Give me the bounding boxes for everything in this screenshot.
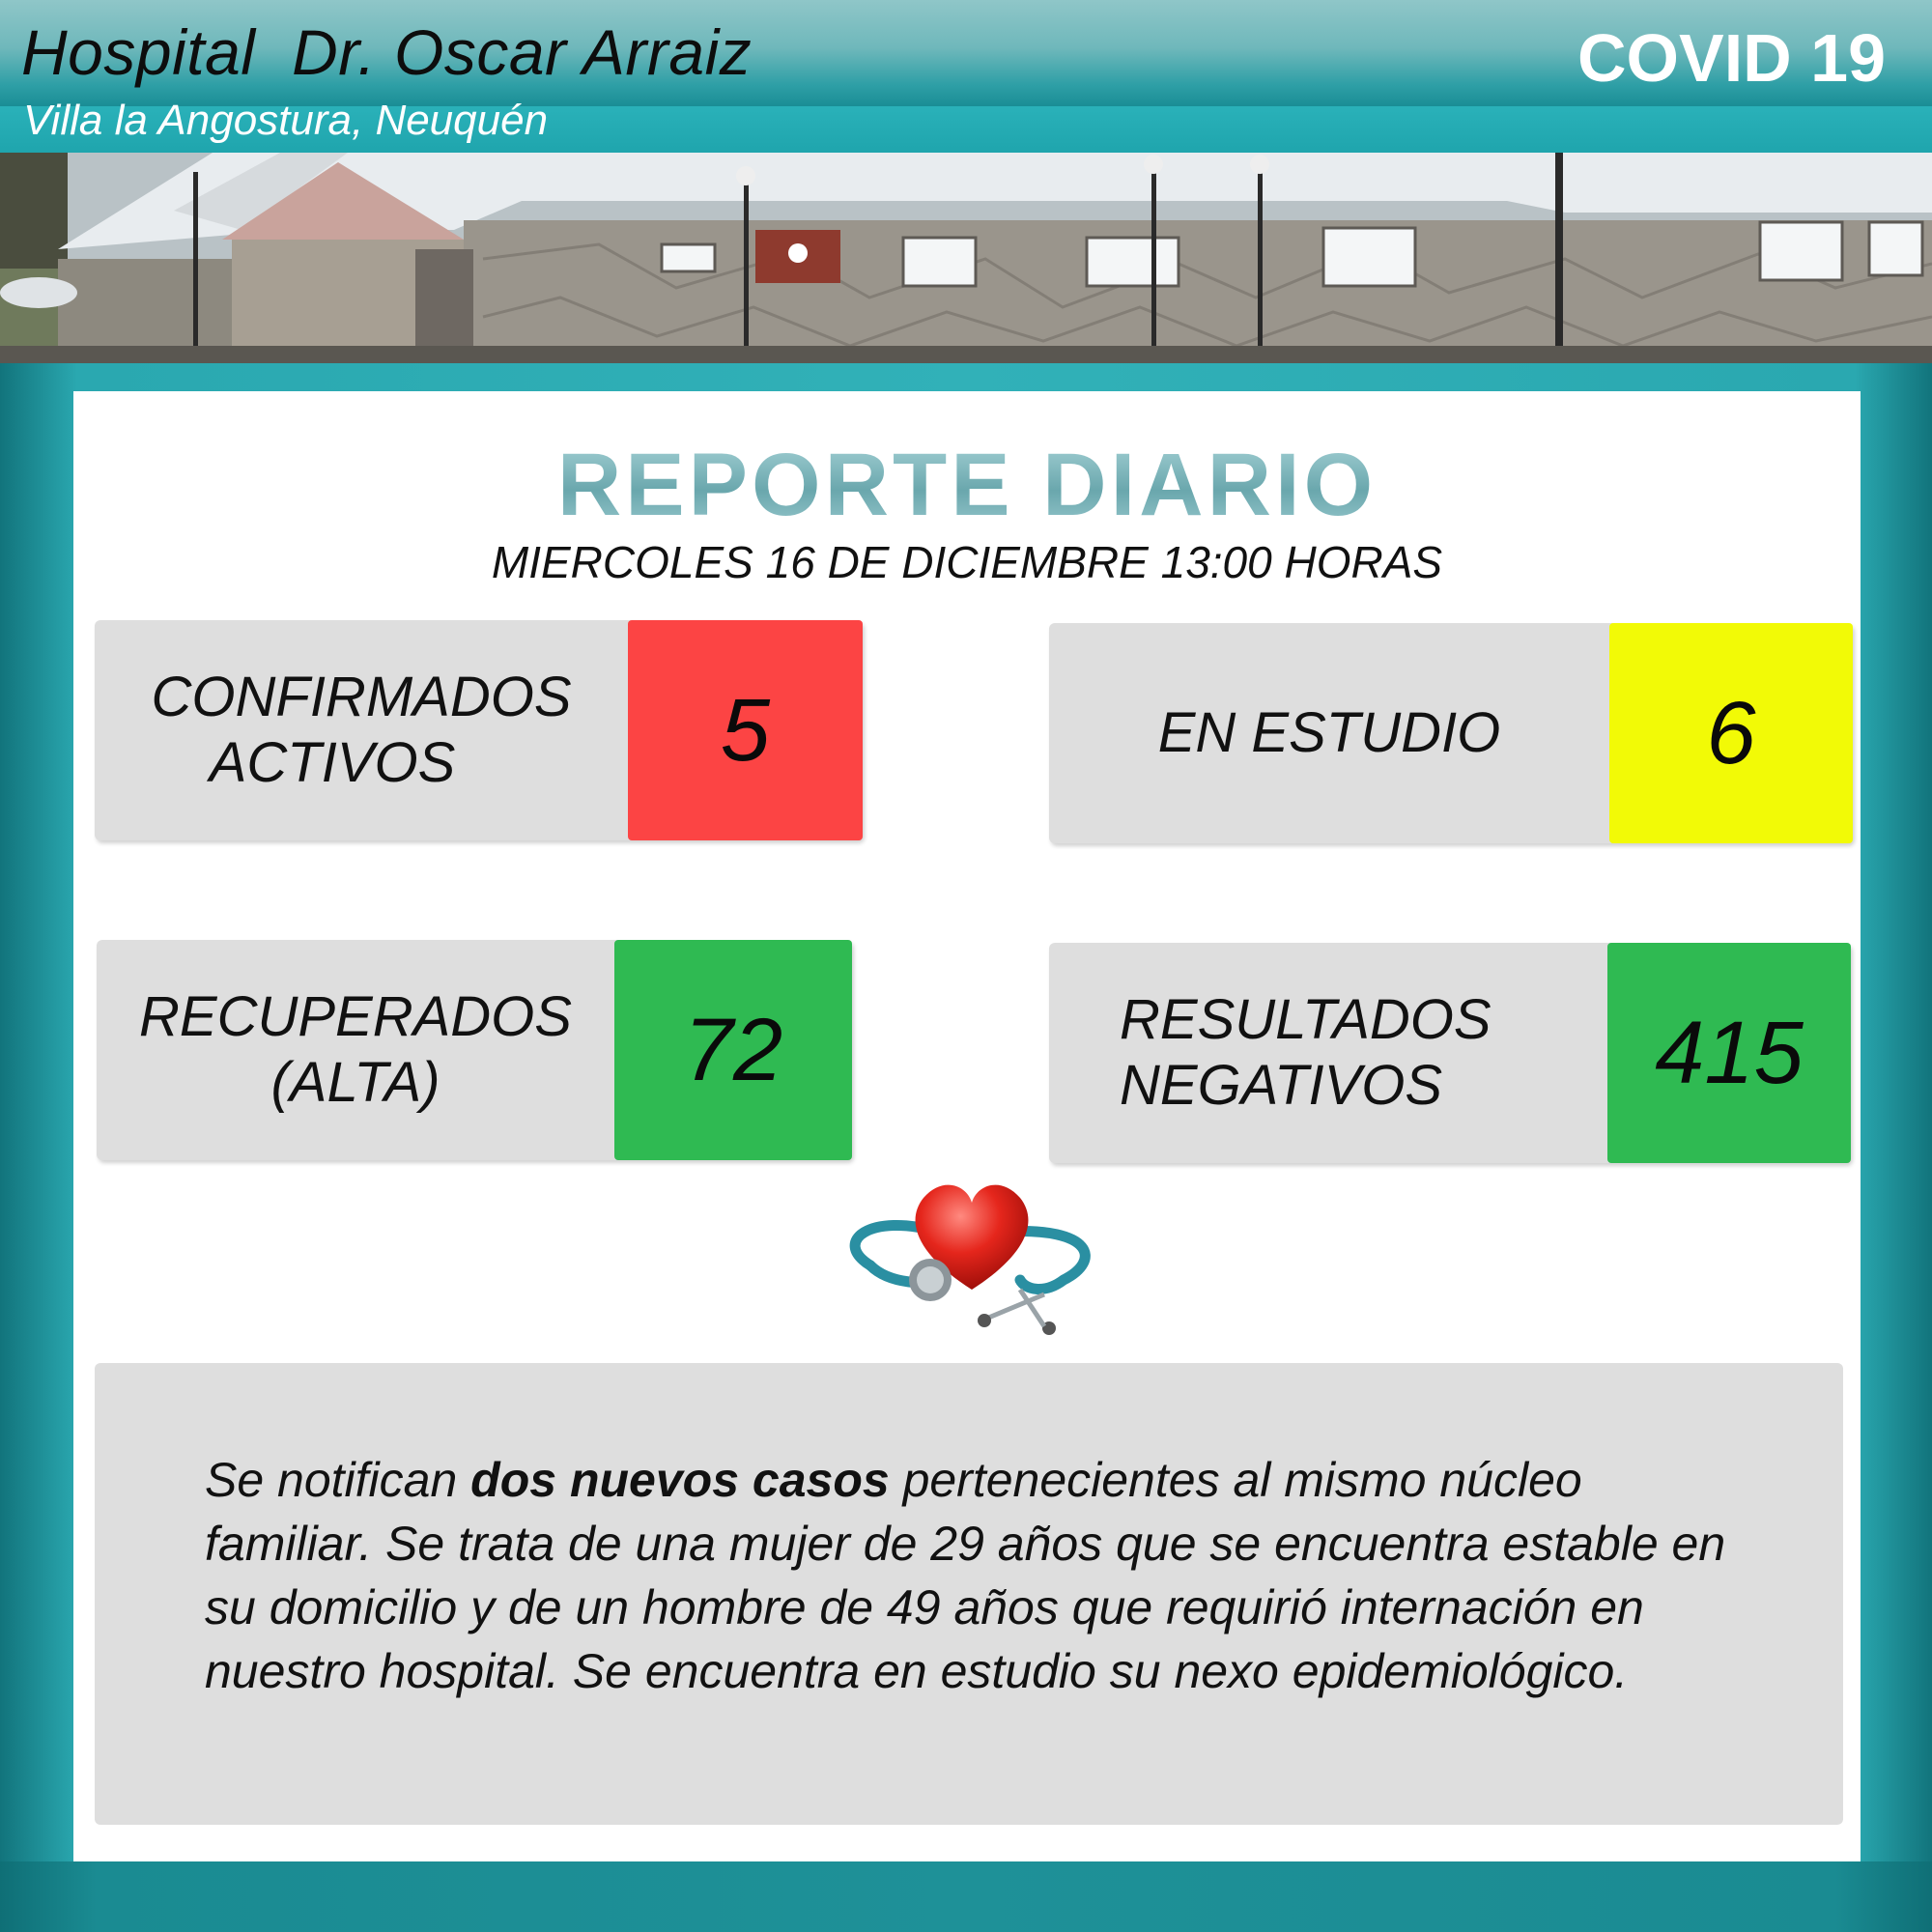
note-part2: pertenecientes al mismo núcleo familiar. Se trata de una mujer de 29 años que se encuentra estable en su domicilio y de un hombre de 49 años que requirió internación en nuestro hospital. Se encuentra en estudio su nexo epidemiológico. (205, 1453, 1726, 1698)
stat-card-en-estudio (1049, 623, 1853, 843)
note-bold: dos nuevos casos (470, 1453, 890, 1507)
stat-value-negativos: 415 (1607, 943, 1851, 1163)
stat-label-line1: RESULTADOS (1120, 987, 1492, 1051)
note-part1: Se notifican (205, 1453, 471, 1507)
stat-label-line2: NEGATIVOS (1120, 1054, 1443, 1117)
report-date: MIERCOLES 16 DE DICIEMBRE 13:00 HORAS (491, 537, 1443, 587)
stat-value-recuperados: 72 (614, 940, 852, 1160)
stat-card-confirmados (95, 620, 863, 840)
stat-label-line2: (ALTA) (270, 1051, 440, 1114)
footer-bar (0, 1861, 1932, 1932)
stat-label (1049, 943, 1607, 1163)
stat-label (95, 620, 628, 840)
hospital-name: Hospital Dr. Oscar Arraiz (21, 16, 753, 88)
report-title: REPORTE DIARIO (73, 435, 1861, 536)
stat-label (97, 940, 614, 1160)
stat-label-line1: CONFIRMADOS (151, 665, 572, 728)
note-text (205, 1448, 1760, 1703)
stat-label-line1: RECUPERADOS (139, 984, 572, 1048)
covid-badge: COVID 19 (1577, 20, 1886, 96)
report-panel (73, 391, 1861, 1861)
news-note (95, 1363, 1843, 1825)
hospital-location: Villa la Angostura, Neuquén (23, 97, 549, 144)
heart-stethoscope-icon (832, 1174, 1112, 1348)
stat-label (1049, 623, 1609, 843)
stat-label-line2: ACTIVOS (209, 731, 456, 794)
stat-value-en-estudio: 6 (1609, 623, 1853, 843)
stat-value-confirmados: 5 (628, 620, 863, 840)
stat-label-line1: EN ESTUDIO (1157, 700, 1501, 764)
stat-card-negativos (1049, 943, 1851, 1163)
hospital-photo (0, 153, 1932, 363)
stat-card-recuperados (97, 940, 852, 1160)
